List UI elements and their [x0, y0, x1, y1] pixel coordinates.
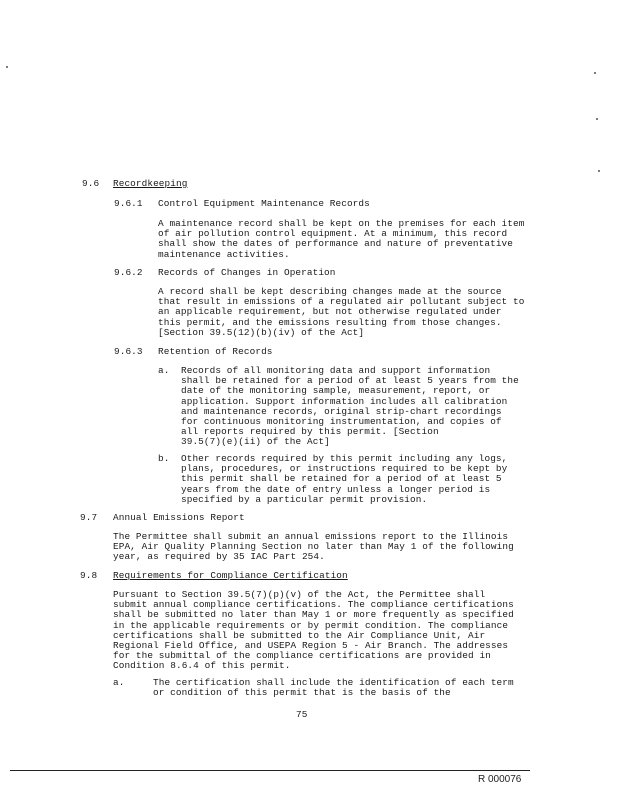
- paragraph-9-6-2: A record shall be kept describing changes made at the source that result in emissions of a regulated air pollutant subject to an applicable requirement, but not otherwise regulated under this permit, and the emissions resulting from those changes. [Section 39.5(12)(b)(iv) of the Act]: [158, 286, 525, 338]
- list-marker: a.: [113, 677, 125, 688]
- subsection-number: 9.6.1: [114, 198, 143, 209]
- footer-rule: [10, 770, 530, 771]
- section-number: 9.7: [80, 512, 98, 523]
- bates-number: R 000076: [478, 774, 522, 785]
- section-title: Recordkeeping: [113, 178, 188, 189]
- section-number: 9.8: [80, 570, 98, 581]
- section-title: Requirements for Compliance Certification: [113, 570, 348, 581]
- scan-speck: [594, 72, 596, 74]
- paragraph-9-6-1: A maintenance record shall be kept on the premises for each item of air pollution control equipment. At a minimum, this record shall show the dates of performance and nature of preventative maintenance activities.: [158, 218, 525, 260]
- subsection-title: Records of Changes in Operation: [158, 267, 336, 278]
- list-item-b: Other records required by this permit including any logs, plans, procedures, or instructions required to be kept by this permit shall be retained for a period of at least 5 years from the date of entry unless a longer period is specified by a particular permit provision.: [181, 453, 508, 505]
- subsection-number: 9.6.3: [114, 346, 143, 357]
- scan-speck: [598, 170, 600, 172]
- list-item-a: The certification shall include the identification of each term or condition of this permit that is the basis of the: [153, 677, 514, 699]
- section-title: Annual Emissions Report: [113, 512, 245, 523]
- subsection-number: 9.6.2: [114, 267, 143, 278]
- subsection-title: Retention of Records: [158, 346, 273, 357]
- list-item-a: Records of all monitoring data and support information shall be retained for a period of at least 5 years from the date of the monitoring sample, measurement, report, or application. Support information includes all calibration and maintenance records, original strip-chart recordings for continuous monitoring instrumentation, and copies of all reports required by this permit. [Section 39.5(7)(e)(ii) of the Act]: [181, 365, 519, 448]
- paragraph-9-7: The Permittee shall submit an annual emissions report to the Illinois EPA, Air Quality Planning Section no later than May 1 of the following year, as required by 35 IAC Part 254.: [113, 531, 514, 563]
- scan-speck: [6, 66, 8, 68]
- list-marker: a.: [158, 365, 170, 376]
- page-number: 75: [296, 709, 308, 720]
- paragraph-9-8: Pursuant to Section 39.5(7)(p)(v) of the Act, the Permittee shall submit annual compliance certifications. The compliance certifications shall be submitted no later than May 1 or more frequently as specified in the applicable requirements or by permit condition. The compliance certifications shall be submitted to the Air Compliance Unit, Air Regional Field Office, and USEPA Region 5 - Air Branch. The addresses for the submittal of the compliance certifications are provided in Condition 8.6.4 of this permit.: [113, 589, 514, 672]
- section-number: 9.6: [82, 178, 100, 189]
- scan-speck: [596, 118, 598, 120]
- list-marker: b.: [158, 453, 170, 464]
- subsection-title: Control Equipment Maintenance Records: [158, 198, 370, 209]
